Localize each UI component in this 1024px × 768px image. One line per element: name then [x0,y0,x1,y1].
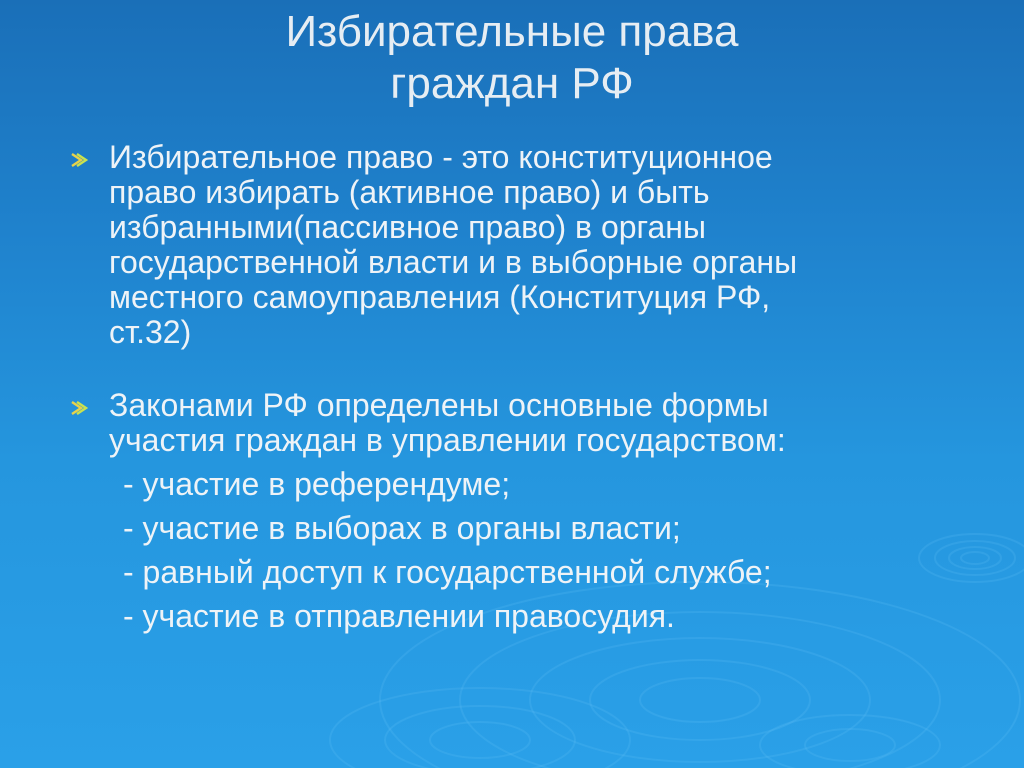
title-line-1: Избирательные права [285,7,739,56]
slide-title [0,6,1024,110]
title-line-2: граждан РФ [390,59,634,108]
bullet-text: Законами РФ определены основные формы участия граждан в управлении государством: [109,387,786,458]
slide-body [68,140,968,638]
sub-list-item: - участие в выборах в органы власти; [123,510,681,546]
bullet-item [68,388,968,638]
chevron-right-icon [70,400,88,416]
sub-list-item: - участие в референдуме; [123,466,511,502]
sub-list [109,462,968,638]
bullet-item [68,140,968,350]
bullet-text: Избирательное право - это конституционное право избирать (активное право) и быть избранными(пассивное право) в органы государственной власти и в выборные органы местного самоуправления (Конституция РФ, ст.32) [109,139,798,350]
chevron-right-icon [70,152,88,168]
sub-list-item: - участие в отправлении правосудия. [123,598,675,634]
sub-list-item: - равный доступ к государственной службе; [123,554,772,590]
